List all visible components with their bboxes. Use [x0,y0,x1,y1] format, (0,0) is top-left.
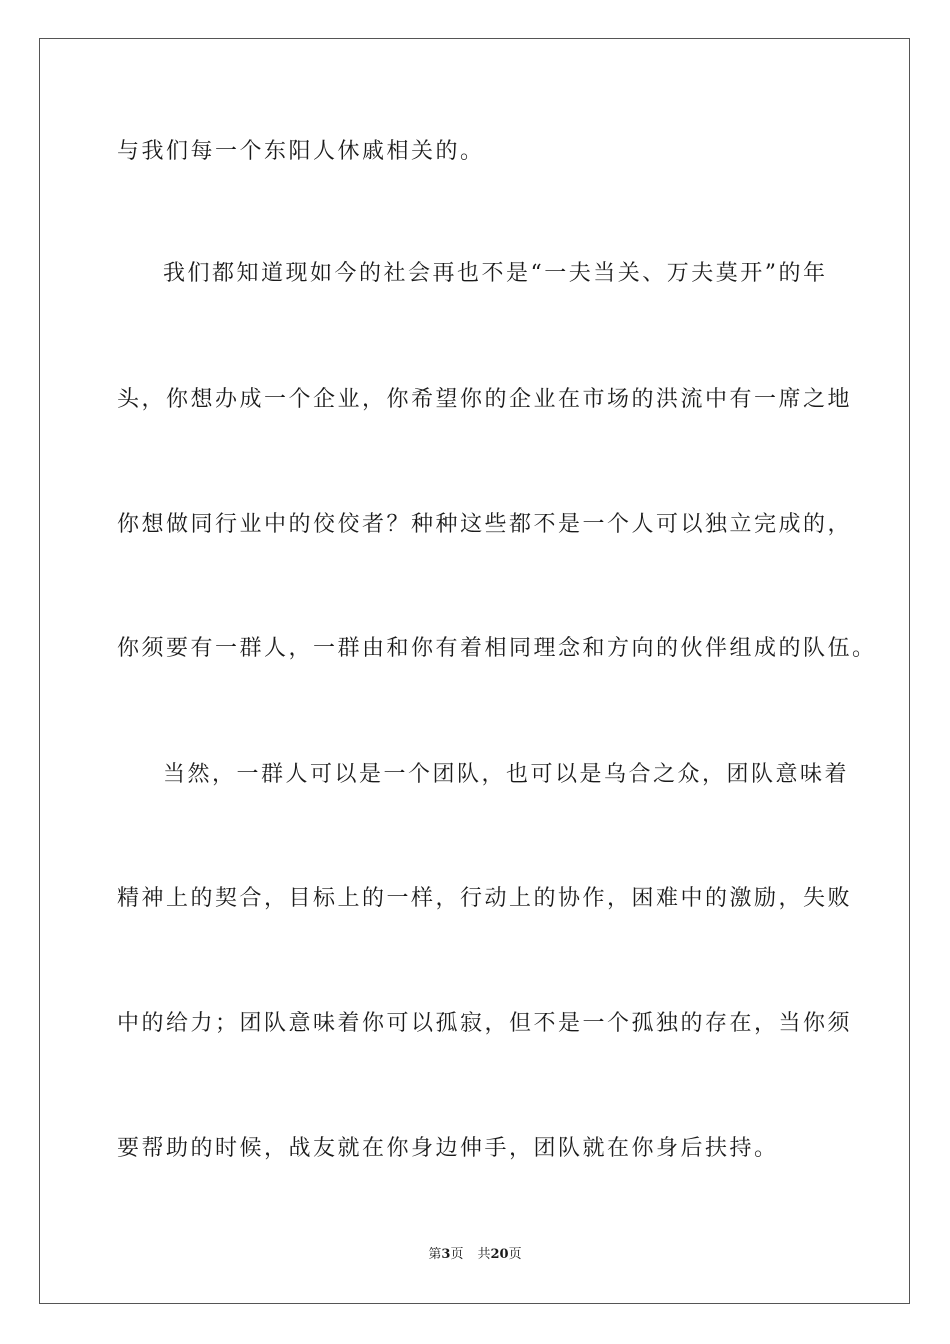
body-text-line: 当然，一群人可以是一个团队，也可以是乌合之众，团队意味着 [163,762,850,787]
body-text-line: 与我们每一个东阳人休戚相关的。 [117,139,485,164]
total-pages-indicator: 共20页 [477,1247,522,1262]
body-text-line: 你想做同行业中的佼佼者？种种这些都不是一个人可以独立完成的， [117,512,853,537]
page-footer [0,1246,950,1264]
body-text-line: 我们都知道现如今的社会再也不是“一夫当关、万夫莫开”的年 [163,261,828,286]
page-indicator: 第3页 [428,1247,464,1262]
page-frame [39,38,910,1304]
current-page-number: 3 [441,1247,451,1262]
body-text-line: 头，你想办成一个企业，你希望你的企业在市场的洪流中有一席之地 [117,387,853,412]
body-text-line: 要帮助的时候，战友就在你身边伸手，团队就在你身后扶持。 [117,1136,779,1161]
total-page-number: 20 [490,1247,509,1262]
body-text-line: 中的给力；团队意味着你可以孤寂，但不是一个孤独的存在，当你须 [117,1011,853,1036]
body-text-line: 你须要有一群人，一群由和你有着相同理念和方向的伙伴组成的队伍。 [117,636,877,661]
body-text-line: 精神上的契合，目标上的一样，行动上的协作，困难中的激励，失败 [117,886,853,911]
